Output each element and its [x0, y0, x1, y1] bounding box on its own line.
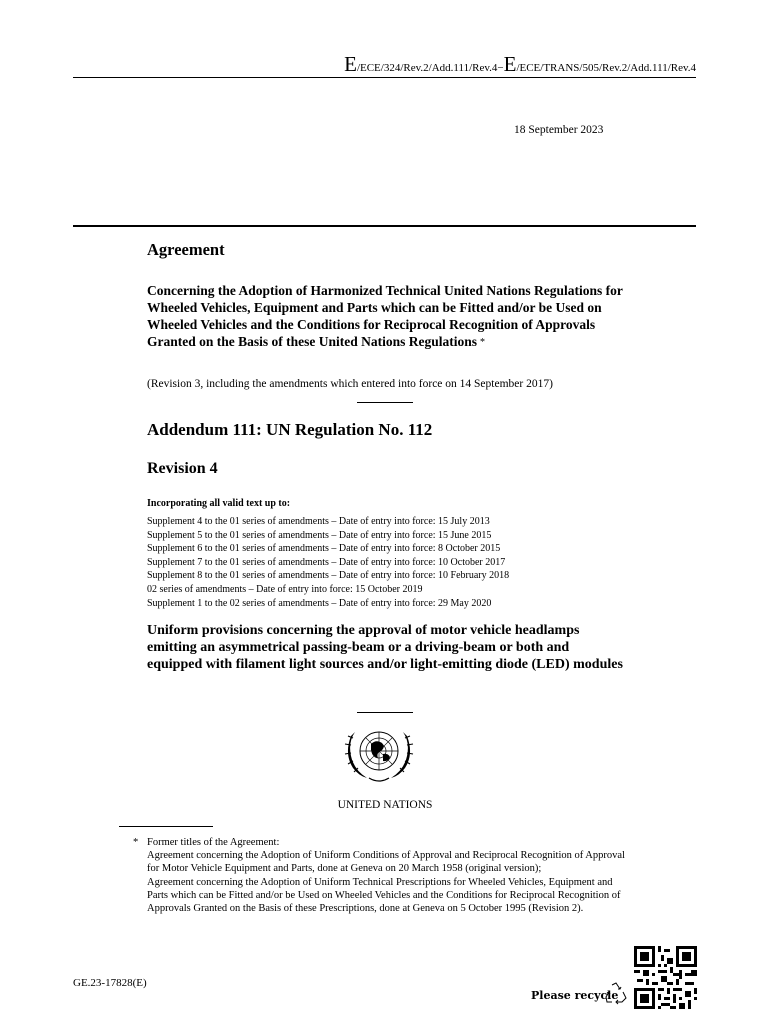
agreement-subtitle-text: Concerning the Adoption of Harmonized Technical United Nations Regulations for Wheeled Vehicles, Equipment and Parts which can be Fitted and/or be Used on Wheeled Vehicles and the Conditions for Reciprocal Recognition of Approvals Granted on the Basis of these United Nations Regulations: [147, 283, 623, 349]
footnote-line: Former titles of the Agreement:: [147, 837, 280, 848]
footnote-star: *: [133, 837, 139, 848]
document-date: 18 September 2023: [514, 124, 604, 136]
agreement-heading: Agreement: [147, 240, 225, 259]
symbol-dash: −: [497, 62, 504, 74]
footnote-rule: [119, 826, 213, 827]
footnote-marker: *: [480, 337, 486, 348]
recycle-icon: [603, 981, 629, 1005]
supplement-list: [147, 515, 509, 610]
addendum-heading: Addendum 111: UN Regulation No. 112: [147, 420, 433, 439]
regulation-title: Uniform provisions concerning the approval of motor vehicle headlamps emitting an asymmetrical passing-beam or a driving-beam or both and equipped with filament light sources and/or light-emitting diode (LED) modules: [147, 623, 623, 672]
supplement-item: 02 series of amendments – Date of entry into force: 15 October 2019: [147, 583, 423, 595]
recycle-label: Please recycle: [531, 989, 619, 1002]
footnote-line: Agreement concerning the Adoption of Uniform Technical Prescriptions for Wheeled Vehicles, Equipment and Parts which can be Fitted and/or be Used on Wheeled Vehicles and the Conditions for Reciprocal Recognition of Approvals Granted on the Basis of these Prescriptions, done at Geneva on 5 October 1995 (Revision 2).: [147, 876, 621, 915]
qr-code-icon: [634, 946, 697, 1009]
symbol-letter-e: E: [344, 52, 357, 76]
supplement-item: Supplement 5 to the 01 series of amendments – Date of entry into force: 15 June 2015: [147, 529, 492, 541]
separator-line: [357, 402, 413, 403]
supplement-item: Supplement 8 to the 01 series of amendments – Date of entry into force: 10 February 2018: [147, 570, 510, 582]
symbol-letter-e-2: E: [503, 52, 517, 76]
revision-heading: Revision 4: [147, 460, 218, 477]
separator-line-2: [357, 712, 413, 713]
supplement-item: Supplement 1 to the 02 series of amendments – Date of entry into force: 29 May 2020: [147, 597, 492, 609]
un-emblem-icon: [341, 720, 417, 786]
incorporating-label: Incorporating all valid text up to:: [147, 498, 291, 509]
symbol-part-1: /ECE/324/Rev.2/Add.111/Rev.4: [356, 62, 498, 74]
thick-divider: [73, 225, 696, 227]
supplement-item: Supplement 4 to the 01 series of amendments – Date of entry into force: 15 July 2013: [147, 516, 490, 527]
un-label: UNITED NATIONS: [337, 799, 433, 811]
footnote-text: [147, 836, 627, 915]
document-symbol: [272, 52, 696, 77]
supplement-item: Supplement 7 to the 01 series of amendments – Date of entry into force: 10 October 2017: [147, 556, 506, 568]
footnote-line: Agreement concerning the Adoption of Uniform Conditions of Approval and Reciprocal Recognition of Approval for Motor Vehicle Equipment and Parts, done at Geneva on 20 March 1958 (original version);: [147, 850, 625, 875]
symbol-part-2: /ECE/TRANS/505/Rev.2/Add.111/Rev.4: [516, 62, 696, 74]
supplement-item: Supplement 6 to the 01 series of amendments – Date of entry into force: 8 October 2015: [147, 543, 501, 555]
document-number: GE.23-17828(E): [73, 977, 147, 989]
revision-note: (Revision 3, including the amendments which entered into force on 14 September 2017): [147, 378, 553, 390]
header-rule: [73, 77, 696, 78]
agreement-subtitle: [147, 282, 627, 352]
